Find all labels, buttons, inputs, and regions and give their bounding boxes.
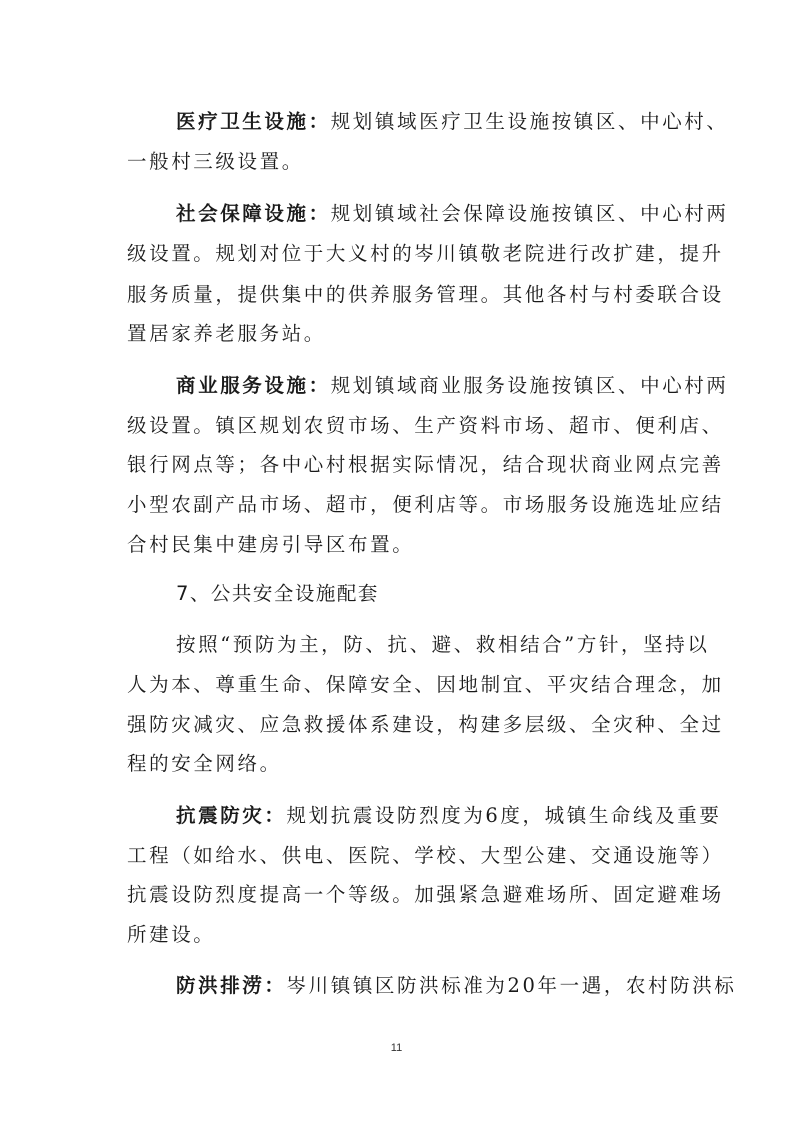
flood-text-1: 岑川镇镇区防洪标准为20年一遇，农村防洪标 <box>286 974 737 997</box>
social-text-4: 置居家养老服务站。 <box>127 322 326 345</box>
commercial-paragraph-line-3 <box>127 453 724 477</box>
social-label: 社会保障设施： <box>176 202 331 225</box>
safety-intro-line-2 <box>127 673 724 697</box>
social-text-2: 级设置。规划对位于大义村的岑川镇敬老院进行改扩建，提升 <box>127 242 724 265</box>
safety-text-4: 程的安全网络。 <box>127 752 282 775</box>
earthquake-text-3: 抗震设防烈度提高一个等级。加强紧急避难场所、固定避难场 <box>127 883 724 906</box>
social-paragraph-line-4 <box>127 322 326 346</box>
commercial-label: 商业服务设施： <box>176 374 331 397</box>
commercial-text-4: 小型农副产品市场、超市，便利店等。市场服务设施选址应结 <box>127 493 724 516</box>
safety-intro-line-4 <box>127 752 282 776</box>
earthquake-paragraph-line-3 <box>127 883 724 907</box>
commercial-paragraph-line-5 <box>127 533 414 557</box>
commercial-paragraph-line-1 <box>176 374 729 398</box>
social-paragraph-line-2 <box>127 242 724 266</box>
social-text-3: 服务质量，提供集中的供养服务管理。其他各村与村委联合设 <box>127 283 724 306</box>
earthquake-text-2: 工程（如给水、供电、医院、学校、大型公建、交通设施等） <box>127 844 724 867</box>
commercial-text-3: 银行网点等；各中心村根据实际情况，结合现状商业网点完善 <box>127 453 724 476</box>
social-text-1: 规划镇域社会保障设施按镇区、中心村两 <box>330 202 729 225</box>
medical-paragraph-line-1 <box>176 110 729 134</box>
flood-label: 防洪排涝： <box>176 974 287 997</box>
earthquake-paragraph-line-2 <box>127 844 724 868</box>
earthquake-paragraph-line-4 <box>127 923 215 947</box>
commercial-text-5: 合村民集中建房引导区布置。 <box>127 533 415 556</box>
safety-intro-line-1 <box>176 633 709 657</box>
commercial-paragraph-line-2 <box>127 414 724 438</box>
medical-text-1: 规划镇域医疗卫生设施按镇区、中心村、 <box>330 110 729 133</box>
medical-label: 医疗卫生设施： <box>176 110 331 133</box>
safety-text-1: 按照“预防为主，防、抗、避、救相结合”方针，坚持以 <box>176 633 710 656</box>
commercial-text-1: 规划镇域商业服务设施按镇区、中心村两 <box>330 374 729 397</box>
safety-text-2: 人为本、尊重生命、保障安全、因地制宜、平灾结合理念，加 <box>127 673 724 696</box>
page-number: 11 <box>390 1042 403 1054</box>
social-paragraph-line-1 <box>176 202 729 226</box>
safety-text-3: 强防灾减灾、应急救援体系建设，构建多层级、全灾种、全过 <box>127 713 724 736</box>
commercial-text-2: 级设置。镇区规划农贸市场、生产资料市场、超市、便利店、 <box>127 414 724 437</box>
section-heading: 7、公共安全设施配套 <box>176 582 379 605</box>
medical-text-2: 一般村三级设置。 <box>127 150 304 173</box>
safety-intro-line-3 <box>127 713 724 737</box>
earthquake-label: 抗震防灾： <box>176 804 287 827</box>
medical-paragraph-line-2 <box>127 150 304 174</box>
social-paragraph-line-3 <box>127 283 724 307</box>
earthquake-text-4: 所建设。 <box>127 923 216 946</box>
flood-paragraph-line-1 <box>176 974 736 998</box>
earthquake-paragraph-line-1 <box>176 804 721 828</box>
earthquake-text-1: 规划抗震设防烈度为6度，城镇生命线及重要 <box>286 804 722 827</box>
commercial-paragraph-line-4 <box>127 493 724 517</box>
